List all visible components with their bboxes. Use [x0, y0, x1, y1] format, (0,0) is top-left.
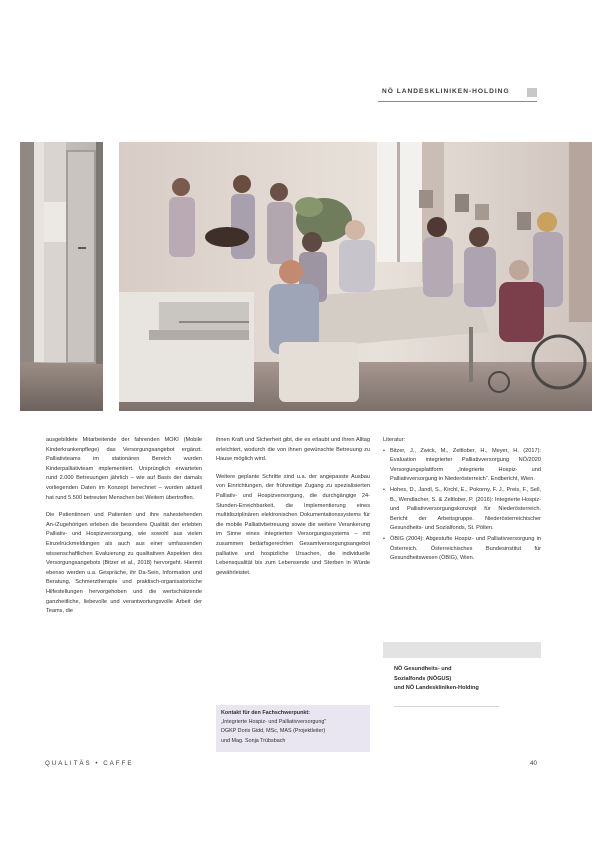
organisation-line: NÖ Gesundheits- und [394, 666, 452, 672]
organisation-line: Sozialfonds (NÖGUS) [394, 675, 452, 682]
author-box-bar [383, 642, 541, 658]
contact-line: „Integrierte Hospiz- und Palliativversorgung" [221, 719, 327, 726]
paragraph: Weitere geplante Schritte sind u.a. der angepasste Ausbau von Einrichtungen, der frühzeitige Zugang zu spezialisierten Palliativ- und Hospizversorgung, die durchgängige 24-Stunden-Erreichbarkeit, die Implementierung eines multidisziplinären elektronischen Dokumentationssystems für die mobile Palliativbetreuung sowie die weitere Verankerung im Sinne eines integrierten Versorgungssystems – mit zusammen bedarfsgerechten Gesamtversorgungsangebot palliative und hospizliche Ursachen, die individuelle Lebensqualität bis zum Lebensende und Sterben in Würde gewährleistet. [216, 473, 370, 576]
corridor-photo [20, 142, 103, 411]
paragraph: Die Patientinnen und Patienten und ihre nahestehenden An-/Zugehörigen erleben die besondere Qualität der erlebten Palliativ- und Hospizversorgung, wie sowohl aus vielen Einzelrückmeldungen als auch aus einer umfassenden wissenschaftlichen Evaluierung zu qualitativen Aspekten des Versorgungsangebots (Bitzer et al., 2018) hervorgeht. Hiermit ebenso werden u.a. Gespräche, ihr Da-Sein, Information und Beratung, Schmerztherapie und praktisch-organisatorische Hilfestellungen hervorgehoben und die wertschätzende ganzheitliche, liebevolle und verantwortungsvolle Arbeit der Teams, die [46, 512, 202, 615]
literature-item: • Bitzer, J., Zwick, M., Zeltlober, H., Meyer, H. (2017): Evaluation integrierter Palliativversorgung NÖ/2020 Versorgungsplattform „Integrierte Hospiz- und Palliativversorgung in Niederösterreich“. Endbericht, Wien. [383, 447, 541, 485]
literature-column [383, 436, 541, 565]
paragraph: ausgebildete Mitarbeitende der fahrenden MOKI (Mobile Kinderkrankenpflege) das Versorgungsangebot ergänzt. Palliativteams im stationären Bereich wurden Kinderpalliativteam implementiert. Ursprünglich erwarteten rund 2.000 Betreuungen jährlich – wie auf Basis der damals vorliegenden Daten im Konzept berechnet – wurden aktuell hat rund 5.500 betreuten Menschen bei Weitem übertroffen. [46, 437, 202, 501]
footer-publication: QUALITÄS • CAFFE [45, 760, 134, 767]
page-number: 40 [530, 760, 537, 767]
literature-item: • ÖBIG (2004): Abgestufte Hospiz- und Palliativversorgung in Österreich. Österreichisches Bundesinstitut für Gesundheitswesen (ÖBIG), Wien. [383, 535, 541, 564]
article-column-2 [216, 436, 370, 586]
literature-item: • Hohes, D., Jandl, S., Kirchl, E., Pokorny, F. J., Preis, F., Sell, B., Wendlacher, S. & Zeltlober, P. (2016): Integrierte Hospiz- und Palliativversorgungskonzept für Niederösterreich. Bericht der Arbeitsgruppe. Niederösterreichischer Gesundheits- und Sozialfonds, St. Pölten. [383, 486, 541, 534]
organisation-line: und NÖ Landeskliniken-Holding [394, 685, 479, 692]
patient-room-photo [119, 142, 592, 411]
contact-line: DGKP Doris Gidd, MSc, MAS (Projektleiter) [221, 728, 326, 735]
literature-title: Literatur: [383, 437, 406, 443]
contact-box [216, 705, 370, 752]
header-marker [527, 88, 537, 97]
article-column-1 [46, 436, 202, 625]
header-title: NÖ LANDESKLINIKEN-HOLDING [382, 88, 510, 95]
organisation-rule [394, 706, 499, 707]
header-rule [378, 101, 537, 102]
author-organisation [394, 665, 479, 694]
contact-line: und Mag. Sonja Trübsbach [221, 737, 286, 744]
contact-label: Kontakt für den Fachschwerpunkt: [221, 710, 310, 716]
paragraph: ihnen Kraft und Sicherheit gibt, die es erlaubt und ihren Alltag erleichtert, wodurch die von ihnen gewünschte Betreuung zu Hause möglich wird. [216, 437, 370, 463]
